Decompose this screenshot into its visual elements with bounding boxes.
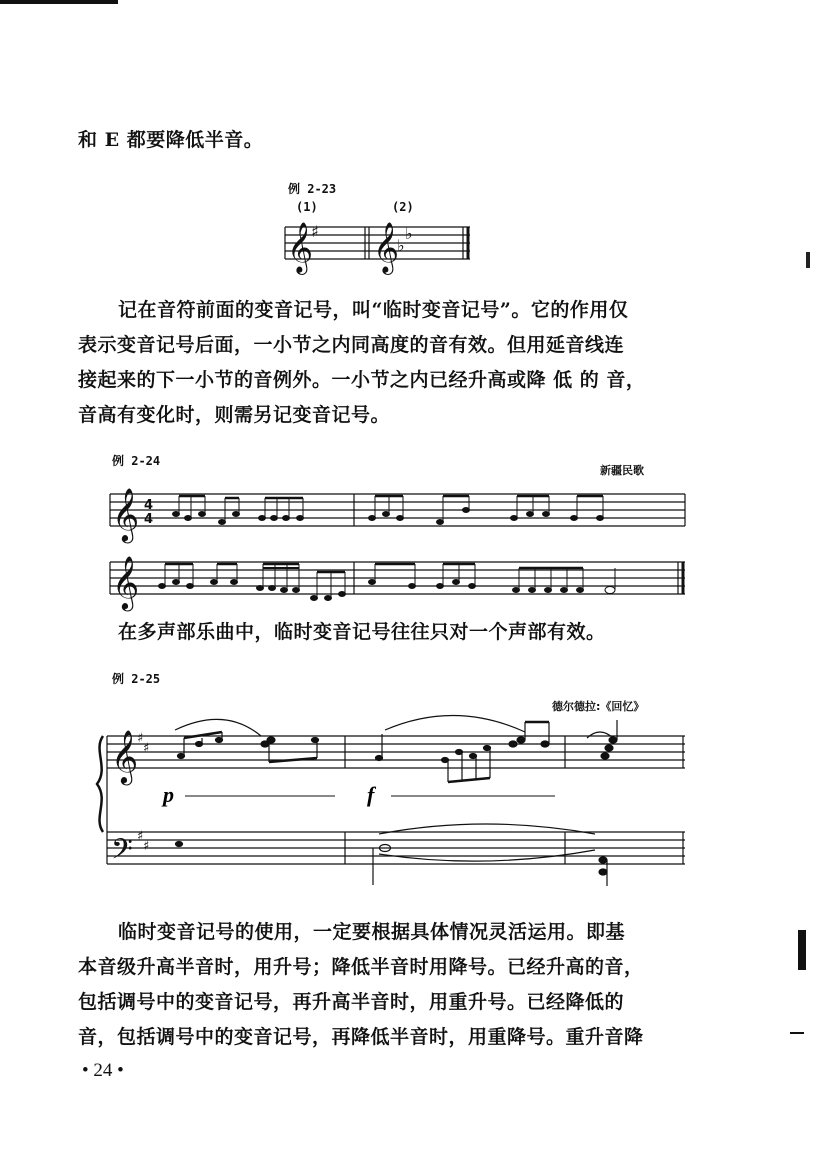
text-line: 临时变音记号的使用，一定要根据具体情况灵活运用。即基 (118, 921, 626, 943)
treble-clef-icon: 𝄞 (373, 222, 400, 273)
text-line: 和 E 都要降低半音。 (78, 129, 264, 151)
dynamic-marking: p (163, 782, 174, 807)
flat-icon: ♭ (405, 224, 413, 243)
treble-clef-icon: 𝄞 (112, 487, 140, 541)
top-rule (0, 0, 118, 4)
margin-mark (790, 1032, 804, 1034)
dynamic-marking: f (367, 782, 375, 807)
text-line: 在多声部乐曲中，临时变音记号往往只对一个声部有效。 (118, 621, 606, 643)
sharp-icon: ♯ (311, 222, 319, 241)
treble-clef-icon: 𝄞 (112, 555, 140, 609)
sharp-icon: ♯ (137, 731, 144, 746)
staff-example-2-24-line-1 (110, 480, 700, 540)
staff-example-2-24-line-2 (110, 548, 700, 618)
text-line: 音，包括调号中的变音记号，再降低半音时，用重降号。重升音降 (78, 1026, 644, 1048)
staff-example-2-23 (285, 215, 485, 275)
bass-clef-icon: 𝄢 (111, 833, 133, 873)
example-sub-label: (2) (392, 200, 414, 214)
sharp-icon: ♯ (137, 829, 144, 844)
time-signature: 4 (144, 512, 154, 527)
sharp-icon: ♯ (143, 839, 150, 854)
text-line: 包括调号中的变音记号，再升高半音时，用重升号。已经降低的 (78, 991, 625, 1013)
example-label: 例 2-23 (288, 182, 337, 196)
text-line: 记在音符前面的变音记号，叫“临时变音记号”。它的作用仅 (118, 299, 629, 321)
flat-icon: ♭ (397, 236, 405, 255)
text-line: 表示变音记号后面，一小节之内同高度的音有效。但用延音线连 (78, 334, 625, 356)
page-number: • 24 • (82, 1060, 124, 1081)
treble-clef-icon: 𝄞 (111, 729, 139, 783)
text-line: 本音级升高半音时，用升号；降低半音时用降号。已经升高的音， (78, 956, 644, 978)
sharp-icon: ♯ (143, 741, 150, 756)
margin-mark (806, 252, 810, 268)
example-credit: 新疆民歌 (600, 464, 644, 477)
example-credit: 德尔德拉:《回忆》 (552, 700, 645, 713)
treble-clef-icon: 𝄞 (287, 222, 314, 273)
text-line: 接起来的下一小节的音例外。一小节之内已经升高或降 低 的 音， (78, 369, 646, 391)
example-sub-label: (1) (296, 200, 318, 214)
example-label: 例 2-25 (112, 672, 161, 686)
text-line: 音高有变化时，则需另记变音记号。 (78, 404, 391, 426)
example-label: 例 2-24 (112, 454, 161, 468)
piano-score-example-2-25 (95, 710, 695, 890)
margin-mark (798, 930, 806, 970)
time-signature: 4 (144, 498, 154, 513)
